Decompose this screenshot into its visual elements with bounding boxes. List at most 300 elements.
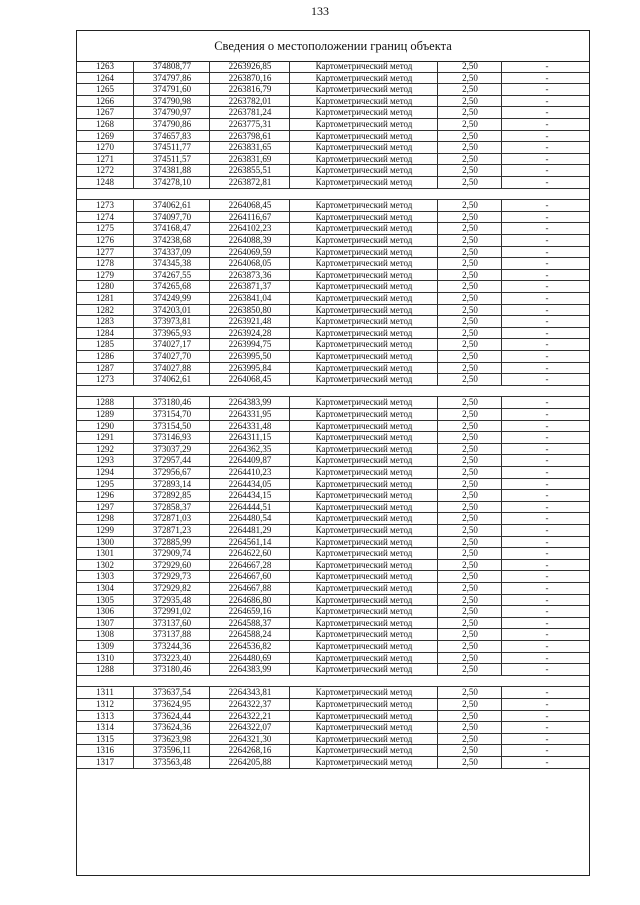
description-cell: - xyxy=(501,606,592,618)
table-row xyxy=(77,711,589,723)
table-row xyxy=(77,223,589,235)
description-cell: - xyxy=(501,757,592,769)
method-cell: Картометрический метод xyxy=(289,722,438,734)
y-coordinate-cell: 2264331,95 xyxy=(209,409,290,421)
method-cell: Картометрический метод xyxy=(289,328,438,340)
table-row xyxy=(77,618,589,630)
table-row xyxy=(77,119,589,131)
method-cell: Картометрический метод xyxy=(289,409,438,421)
description-cell: - xyxy=(501,444,592,456)
x-coordinate-cell: 373137,88 xyxy=(133,629,210,641)
point-number-cell: 1308 xyxy=(96,629,114,640)
x-coordinate-cell: 372871,23 xyxy=(133,525,210,537)
accuracy-cell: 2,50 xyxy=(437,432,502,444)
method-cell: Картометрический метод xyxy=(289,479,438,491)
method-cell: Картометрический метод xyxy=(289,119,438,131)
point-number-cell: 1299 xyxy=(96,525,114,535)
table-row xyxy=(77,84,589,96)
description-cell: - xyxy=(501,154,592,166)
point-number-cell: 1278 xyxy=(96,258,114,269)
x-coordinate-cell: 372871,03 xyxy=(133,513,210,525)
description-cell: - xyxy=(501,212,592,224)
method-cell: Картометрический метод xyxy=(289,107,438,119)
x-coordinate-cell: 374790,97 xyxy=(133,107,210,119)
x-coordinate-cell: 373624,95 xyxy=(133,699,210,711)
table-row xyxy=(77,247,589,259)
point-number-cell: 1292 xyxy=(96,443,114,454)
x-coordinate-cell: 372929,73 xyxy=(133,571,210,583)
y-coordinate-cell: 2264410,23 xyxy=(209,467,290,479)
table-row xyxy=(77,455,589,467)
description-cell: - xyxy=(501,432,592,444)
x-coordinate-cell: 373154,50 xyxy=(133,421,210,433)
group-separator xyxy=(77,676,589,688)
x-coordinate-cell: 374797,86 xyxy=(133,73,210,85)
table-title: Сведения о местоположении границ объекта xyxy=(77,31,589,62)
point-number-cell: 1297 xyxy=(96,501,114,512)
table-row xyxy=(77,421,589,433)
y-coordinate-cell: 2264322,37 xyxy=(209,699,290,711)
point-number-cell: 1272 xyxy=(96,165,114,176)
x-coordinate-cell: 374511,77 xyxy=(133,142,210,154)
x-coordinate-cell: 373146,93 xyxy=(133,432,210,444)
method-cell: Картометрический метод xyxy=(289,455,438,467)
table-row xyxy=(77,467,589,479)
method-cell: Картометрический метод xyxy=(289,734,438,746)
x-coordinate-cell: 374657,83 xyxy=(133,131,210,143)
description-cell: - xyxy=(501,711,592,723)
y-coordinate-cell: 2264362,35 xyxy=(209,444,290,456)
y-coordinate-cell: 2264383,99 xyxy=(209,397,290,409)
accuracy-cell: 2,50 xyxy=(437,455,502,467)
point-number-cell: 1273 xyxy=(96,200,114,211)
y-coordinate-cell: 2263775,31 xyxy=(209,119,290,131)
x-coordinate-cell: 374791,60 xyxy=(133,84,210,96)
table-row xyxy=(77,212,589,224)
method-cell: Картометрический метод xyxy=(289,339,438,351)
y-coordinate-cell: 2263921,48 xyxy=(209,316,290,328)
description-cell: - xyxy=(501,479,592,491)
y-coordinate-cell: 2263995,50 xyxy=(209,351,290,363)
table-row xyxy=(77,502,589,514)
accuracy-cell: 2,50 xyxy=(437,490,502,502)
description-cell: - xyxy=(501,397,592,409)
accuracy-cell: 2,50 xyxy=(437,154,502,166)
point-number-cell: 1268 xyxy=(96,119,114,129)
table-row xyxy=(77,270,589,282)
method-cell: Картометрический метод xyxy=(289,629,438,641)
point-number-cell: 1265 xyxy=(96,84,114,95)
y-coordinate-cell: 2264322,07 xyxy=(209,722,290,734)
accuracy-cell: 2,50 xyxy=(437,641,502,653)
x-coordinate-cell: 373624,36 xyxy=(133,722,210,734)
group-separator xyxy=(77,386,589,398)
point-number-cell: 1264 xyxy=(96,72,114,83)
table-row xyxy=(77,653,589,665)
y-coordinate-cell: 2264480,54 xyxy=(209,513,290,525)
accuracy-cell: 2,50 xyxy=(437,525,502,537)
accuracy-cell: 2,50 xyxy=(437,629,502,641)
description-cell: - xyxy=(501,73,592,85)
x-coordinate-cell: 374511,57 xyxy=(133,154,210,166)
point-number-cell: 1290 xyxy=(96,420,114,431)
accuracy-cell: 2,50 xyxy=(437,583,502,595)
table-row xyxy=(77,548,589,560)
x-coordinate-cell: 372893,14 xyxy=(133,479,210,491)
table-row xyxy=(77,61,589,73)
y-coordinate-cell: 2263873,36 xyxy=(209,270,290,282)
description-cell: - xyxy=(501,131,592,143)
accuracy-cell: 2,50 xyxy=(437,142,502,154)
table-row xyxy=(77,154,589,166)
table-row xyxy=(77,142,589,154)
table-row xyxy=(77,409,589,421)
method-cell: Картометрический метод xyxy=(289,293,438,305)
table-row xyxy=(77,687,589,699)
table-row xyxy=(77,73,589,85)
accuracy-cell: 2,50 xyxy=(437,595,502,607)
accuracy-cell: 2,50 xyxy=(437,73,502,85)
method-cell: Картометрический метод xyxy=(289,131,438,143)
x-coordinate-cell: 374062,61 xyxy=(133,200,210,212)
x-coordinate-cell: 373180,46 xyxy=(133,664,210,676)
point-number-cell: 1314 xyxy=(96,722,114,733)
description-cell: - xyxy=(501,339,592,351)
point-number-cell: 1293 xyxy=(96,455,114,466)
table-row xyxy=(77,537,589,549)
y-coordinate-cell: 2264667,60 xyxy=(209,571,290,583)
accuracy-cell: 2,50 xyxy=(437,293,502,305)
y-coordinate-cell: 2264536,82 xyxy=(209,641,290,653)
accuracy-cell: 2,50 xyxy=(437,305,502,317)
x-coordinate-cell: 373637,54 xyxy=(133,687,210,699)
y-coordinate-cell: 2264480,69 xyxy=(209,653,290,665)
y-coordinate-cell: 2263924,28 xyxy=(209,328,290,340)
accuracy-cell: 2,50 xyxy=(437,479,502,491)
table-row xyxy=(77,107,589,119)
x-coordinate-cell: 372858,37 xyxy=(133,502,210,514)
description-cell: - xyxy=(501,177,592,189)
y-coordinate-cell: 2263816,79 xyxy=(209,84,290,96)
description-cell: - xyxy=(501,305,592,317)
x-coordinate-cell: 374267,55 xyxy=(133,270,210,282)
y-coordinate-cell: 2264383,99 xyxy=(209,664,290,676)
x-coordinate-cell: 374203,01 xyxy=(133,305,210,317)
method-cell: Картометрический метод xyxy=(289,618,438,630)
method-cell: Картометрический метод xyxy=(289,223,438,235)
method-cell: Картометрический метод xyxy=(289,165,438,177)
method-cell: Картометрический метод xyxy=(289,200,438,212)
y-coordinate-cell: 2264588,37 xyxy=(209,618,290,630)
accuracy-cell: 2,50 xyxy=(437,467,502,479)
description-cell: - xyxy=(501,84,592,96)
point-number-cell: 1300 xyxy=(96,536,114,547)
y-coordinate-cell: 2264321,30 xyxy=(209,734,290,746)
x-coordinate-cell: 374027,17 xyxy=(133,339,210,351)
accuracy-cell: 2,50 xyxy=(437,571,502,583)
accuracy-cell: 2,50 xyxy=(437,606,502,618)
x-coordinate-cell: 373154,70 xyxy=(133,409,210,421)
description-cell: - xyxy=(501,235,592,247)
point-number-cell: 1310 xyxy=(96,652,114,663)
method-cell: Картометрический метод xyxy=(289,270,438,282)
point-number-cell: 1286 xyxy=(96,351,114,361)
point-number-cell: 1288 xyxy=(96,397,114,408)
point-number-cell: 1273 xyxy=(96,374,114,385)
x-coordinate-cell: 372956,67 xyxy=(133,467,210,479)
method-cell: Картометрический метод xyxy=(289,397,438,409)
y-coordinate-cell: 2263841,04 xyxy=(209,293,290,305)
accuracy-cell: 2,50 xyxy=(437,409,502,421)
point-number-cell: 1279 xyxy=(96,269,114,280)
accuracy-cell: 2,50 xyxy=(437,745,502,757)
table-row xyxy=(77,490,589,502)
method-cell: Картометрический метод xyxy=(289,467,438,479)
y-coordinate-cell: 2264322,21 xyxy=(209,711,290,723)
y-coordinate-cell: 2264311,15 xyxy=(209,432,290,444)
x-coordinate-cell: 374027,70 xyxy=(133,351,210,363)
accuracy-cell: 2,50 xyxy=(437,537,502,549)
method-cell: Картометрический метод xyxy=(289,421,438,433)
method-cell: Картометрический метод xyxy=(289,653,438,665)
point-number-cell: 1303 xyxy=(96,571,114,582)
table-row xyxy=(77,177,589,189)
description-cell: - xyxy=(501,223,592,235)
point-number-cell: 1267 xyxy=(96,107,114,118)
description-cell: - xyxy=(501,525,592,537)
accuracy-cell: 2,50 xyxy=(437,223,502,235)
description-cell: - xyxy=(501,351,592,363)
x-coordinate-cell: 374337,09 xyxy=(133,247,210,259)
y-coordinate-cell: 2264588,24 xyxy=(209,629,290,641)
y-coordinate-cell: 2264331,48 xyxy=(209,421,290,433)
method-cell: Картометрический метод xyxy=(289,96,438,108)
description-cell: - xyxy=(501,467,592,479)
accuracy-cell: 2,50 xyxy=(437,84,502,96)
accuracy-cell: 2,50 xyxy=(437,131,502,143)
description-cell: - xyxy=(501,595,592,607)
y-coordinate-cell: 2263871,37 xyxy=(209,281,290,293)
y-coordinate-cell: 2264622,60 xyxy=(209,548,290,560)
x-coordinate-cell: 373223,40 xyxy=(133,653,210,665)
description-cell: - xyxy=(501,96,592,108)
accuracy-cell: 2,50 xyxy=(437,722,502,734)
x-coordinate-cell: 373563,48 xyxy=(133,757,210,769)
description-cell: - xyxy=(501,548,592,560)
table-row xyxy=(77,641,589,653)
description-cell: - xyxy=(501,258,592,270)
table-row xyxy=(77,699,589,711)
description-cell: - xyxy=(501,421,592,433)
point-number-cell: 1305 xyxy=(96,594,114,605)
x-coordinate-cell: 374168,47 xyxy=(133,223,210,235)
method-cell: Картометрический метод xyxy=(289,247,438,259)
description-cell: - xyxy=(501,363,592,375)
point-number-cell: 1316 xyxy=(96,745,114,756)
method-cell: Картометрический метод xyxy=(289,316,438,328)
y-coordinate-cell: 2264268,16 xyxy=(209,745,290,757)
y-coordinate-cell: 2264667,28 xyxy=(209,560,290,572)
x-coordinate-cell: 374790,98 xyxy=(133,96,210,108)
method-cell: Картометрический метод xyxy=(289,560,438,572)
table-row xyxy=(77,258,589,270)
point-number-cell: 1313 xyxy=(96,710,114,721)
table-row xyxy=(77,722,589,734)
y-coordinate-cell: 2264667,88 xyxy=(209,583,290,595)
method-cell: Картометрический метод xyxy=(289,177,438,189)
method-cell: Картометрический метод xyxy=(289,502,438,514)
accuracy-cell: 2,50 xyxy=(437,711,502,723)
y-coordinate-cell: 2263831,69 xyxy=(209,154,290,166)
description-cell: - xyxy=(501,734,592,746)
table-row xyxy=(77,629,589,641)
point-number-cell: 1266 xyxy=(96,95,114,106)
x-coordinate-cell: 373623,98 xyxy=(133,734,210,746)
x-coordinate-cell: 372929,82 xyxy=(133,583,210,595)
y-coordinate-cell: 2264069,59 xyxy=(209,247,290,259)
method-cell: Картометрический метод xyxy=(289,374,438,386)
point-number-cell: 1284 xyxy=(96,327,114,338)
description-cell: - xyxy=(501,560,592,572)
point-number-cell: 1248 xyxy=(96,177,114,187)
table-row xyxy=(77,571,589,583)
point-number-cell: 1277 xyxy=(96,246,114,257)
description-cell: - xyxy=(501,293,592,305)
description-cell: - xyxy=(501,699,592,711)
x-coordinate-cell: 373596,11 xyxy=(133,745,210,757)
table-row xyxy=(77,351,589,363)
method-cell: Картометрический метод xyxy=(289,61,438,73)
x-coordinate-cell: 374278,10 xyxy=(133,177,210,189)
y-coordinate-cell: 2264343,81 xyxy=(209,687,290,699)
point-number-cell: 1269 xyxy=(96,130,114,141)
point-number-cell: 1306 xyxy=(96,606,114,617)
method-cell: Картометрический метод xyxy=(289,699,438,711)
x-coordinate-cell: 374238,68 xyxy=(133,235,210,247)
description-cell: - xyxy=(501,618,592,630)
description-cell: - xyxy=(501,316,592,328)
point-number-cell: 1295 xyxy=(96,478,114,489)
description-cell: - xyxy=(501,722,592,734)
accuracy-cell: 2,50 xyxy=(437,281,502,293)
method-cell: Картометрический метод xyxy=(289,571,438,583)
x-coordinate-cell: 374249,99 xyxy=(133,293,210,305)
accuracy-cell: 2,50 xyxy=(437,397,502,409)
description-cell: - xyxy=(501,687,592,699)
accuracy-cell: 2,50 xyxy=(437,687,502,699)
accuracy-cell: 2,50 xyxy=(437,212,502,224)
y-coordinate-cell: 2263781,24 xyxy=(209,107,290,119)
point-number-cell: 1274 xyxy=(96,211,114,222)
description-cell: - xyxy=(501,629,592,641)
method-cell: Картометрический метод xyxy=(289,595,438,607)
accuracy-cell: 2,50 xyxy=(437,374,502,386)
method-cell: Картометрический метод xyxy=(289,142,438,154)
accuracy-cell: 2,50 xyxy=(437,270,502,282)
table-row xyxy=(77,479,589,491)
accuracy-cell: 2,50 xyxy=(437,351,502,363)
x-coordinate-cell: 374808,77 xyxy=(133,61,210,73)
accuracy-cell: 2,50 xyxy=(437,247,502,259)
accuracy-cell: 2,50 xyxy=(437,653,502,665)
y-coordinate-cell: 2263870,16 xyxy=(209,73,290,85)
description-cell: - xyxy=(501,745,592,757)
y-coordinate-cell: 2264068,45 xyxy=(209,374,290,386)
table-row xyxy=(77,664,589,676)
x-coordinate-cell: 373973,81 xyxy=(133,316,210,328)
method-cell: Картометрический метод xyxy=(289,490,438,502)
method-cell: Картометрический метод xyxy=(289,687,438,699)
description-cell: - xyxy=(501,270,592,282)
description-cell: - xyxy=(501,583,592,595)
y-coordinate-cell: 2264088,39 xyxy=(209,235,290,247)
accuracy-cell: 2,50 xyxy=(437,548,502,560)
y-coordinate-cell: 2264068,45 xyxy=(209,200,290,212)
y-coordinate-cell: 2263855,51 xyxy=(209,165,290,177)
y-coordinate-cell: 2263850,80 xyxy=(209,305,290,317)
description-cell: - xyxy=(501,537,592,549)
table-row xyxy=(77,293,589,305)
table-row xyxy=(77,734,589,746)
point-number-cell: 1311 xyxy=(96,687,114,698)
point-number-cell: 1298 xyxy=(96,513,114,524)
y-coordinate-cell: 2263782,01 xyxy=(209,96,290,108)
y-coordinate-cell: 2264068,05 xyxy=(209,258,290,270)
description-cell: - xyxy=(501,200,592,212)
y-coordinate-cell: 2264102,23 xyxy=(209,223,290,235)
table-row xyxy=(77,745,589,757)
point-number-cell: 1302 xyxy=(96,559,114,570)
accuracy-cell: 2,50 xyxy=(437,119,502,131)
accuracy-cell: 2,50 xyxy=(437,235,502,247)
accuracy-cell: 2,50 xyxy=(437,502,502,514)
table-row xyxy=(77,513,589,525)
accuracy-cell: 2,50 xyxy=(437,316,502,328)
x-coordinate-cell: 374265,68 xyxy=(133,281,210,293)
description-cell: - xyxy=(501,409,592,421)
y-coordinate-cell: 2263872,81 xyxy=(209,177,290,189)
y-coordinate-cell: 2264444,51 xyxy=(209,502,290,514)
accuracy-cell: 2,50 xyxy=(437,699,502,711)
y-coordinate-cell: 2264434,05 xyxy=(209,479,290,491)
x-coordinate-cell: 373965,93 xyxy=(133,328,210,340)
method-cell: Картометрический метод xyxy=(289,525,438,537)
y-coordinate-cell: 2264205,88 xyxy=(209,757,290,769)
description-cell: - xyxy=(501,455,592,467)
method-cell: Картометрический метод xyxy=(289,73,438,85)
table-row xyxy=(77,432,589,444)
x-coordinate-cell: 372885,99 xyxy=(133,537,210,549)
description-cell: - xyxy=(501,247,592,259)
accuracy-cell: 2,50 xyxy=(437,328,502,340)
x-coordinate-cell: 374027,88 xyxy=(133,363,210,375)
y-coordinate-cell: 2264686,80 xyxy=(209,595,290,607)
x-coordinate-cell: 372935,48 xyxy=(133,595,210,607)
description-cell: - xyxy=(501,664,592,676)
table-row xyxy=(77,525,589,537)
description-cell: - xyxy=(501,490,592,502)
description-cell: - xyxy=(501,119,592,131)
table-row xyxy=(77,96,589,108)
method-cell: Картометрический метод xyxy=(289,548,438,560)
table-row xyxy=(77,363,589,375)
point-number-cell: 1275 xyxy=(96,223,114,234)
boundary-coordinates-table xyxy=(76,30,590,876)
method-cell: Картометрический метод xyxy=(289,351,438,363)
point-number-cell: 1280 xyxy=(96,281,114,292)
accuracy-cell: 2,50 xyxy=(437,200,502,212)
table-row xyxy=(77,305,589,317)
